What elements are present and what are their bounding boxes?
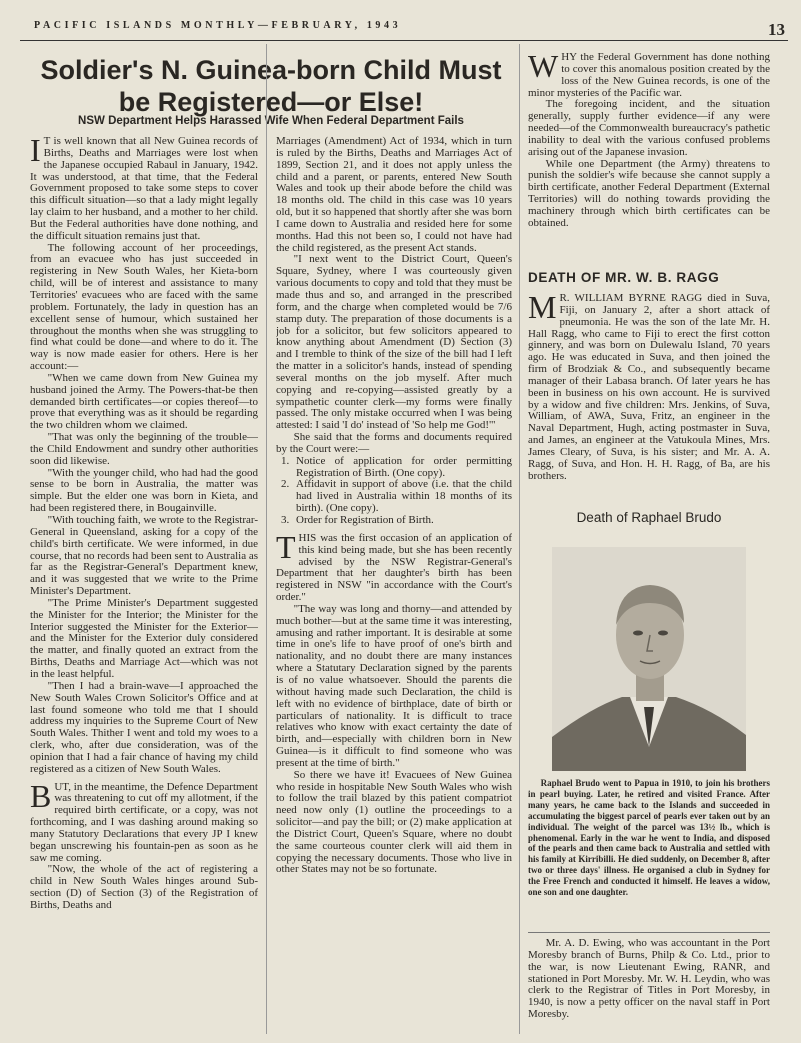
top-rule [20,40,788,41]
drop-cap: T [276,528,296,565]
running-head: PACIFIC ISLANDS MONTHLY—FEBRUARY, 1943 [34,20,402,31]
drop-cap: I [30,136,41,168]
drop-cap: W [528,52,559,84]
page-number: 13 [768,20,785,39]
column-divider [266,44,267,1034]
article-subhead: NSW Department Helps Harassed Wife When Federal Department Fails [78,115,464,127]
article-column-1 [30,136,258,1032]
paragraph: Mr. A. D. Ewing, who was accountant in the Port Moresby branch of Burns, Philp & Co. Ltd., prior to the war, is now Lieutenant Ewing, RANR, and stationed in Port Moresby. Mr. W. H. Leydin, who was clerk to the Registrar of Titles in Port Moresby, in 1940, is now a petty officer on the naval staff in Port Moresby. [528,938,770,1021]
obituary-ragg [528,293,770,503]
paragraph: Marriages (Amendment) Act of 1934, which in turn is ruled by the Births, Deaths and Marriages Act of 1899, Section 21, and it does not apply unless the child and a parent, or parents, entered New South Wales and took up their abode before the child was 18 months old. The child in this case was 10 years old, but it so happened that shortly after she was born I came down to Australia and resided here for some months. Had this not been so, I could not have had the child registered, as the present Act stands. [276,136,512,254]
documents-list [276,456,512,527]
drop-cap: M [528,293,557,325]
list-item: 2. Affidavit in support of above (i.e. that the child had lived in Australia within 18 months of its birth). (One copy). [292,479,512,515]
paragraph: She said that the forms and documents required by the Court were:— [276,431,512,455]
paragraph: "The way was long and thorny—and attended by much bother—but at the same time it was interesting, amusing and rather important. It is desirable at some time in one's life to have proof of one's birth and nationality, and no doubt there are many instances where a Statutary Declaration signed by the parents is of no value whatsoever. Should the parents die without having made such Declaration, the child is left with no evidence of birthplace, date of birth or particulars of nationality. It is difficult to trace relatives who know with exact certainty the date of birth, and—especially with children born in New Guinea—is it difficult to find someone who was present at the time of birth." [276,602,512,769]
paragraph: THIS was the first occasion of an application of this kind being made, but she has been recently advised by the NSW Registrar-General's Department that her daughter's birth has been registered in NSW "in accordance with the Court's order." [276,528,512,604]
paragraph: "Now, the whole of the act of registering a child in New South Wales hinges around Sub-section (D) of Section (3) of the Registration of Births, Deaths and [30,863,258,911]
photo-caption: Raphael Brudo went to Papua in 1910, to join his brothers in pearl buying. Later, he retired and visited France. After many years, he came back to the Islands and succeeded in accumulating the biggest parcel of pearls ever taken out by an individual. The weight of the parcel was 13½ lb., which is phenomenal. Early in the war he went to India, and disposed of the pearls and then came back to Australia and settled with his family at Kirribilli. He died suddenly, on December 8, after two or three days' illness. He organised a club in Sydney for the Free French and conducted it himself. He leaves a widow, one son and one daughter. [528,778,770,898]
ewing-item [528,938,770,1034]
headline-line-1: Soldier's N. Guinea-born Child Must [40,55,502,85]
paragraph: BUT, in the meantime, the Defence Department was threatening to cut off my allotment, if the required birth certificate, or a copy, was not forthcoming, and I was dashing around making so many Statutory Declarations that every JP I knew began unscrewing his fountain-pen as soon as he saw me coming. [30,777,258,864]
paragraph: "I next went to the District Court, Queen's Square, Sydney, where I was courteously given various documents to copy and told that they must be made thus and so, and arranged in the prescribed form, and the charge when completed would be 7/6 stamp duty. The preparation of those documents is a job for a solicitor, but few solicitors appeared to know anything about Amendment (D) Section (3) and I tremble to think of the size of the bill had I left the matter in a solicitor's hands, instead of spending several months on the job myself. After much copying and re-copying—assisted greatly by a sympathetic counter clerk—my forms were finally passed. The only mistake occurred when I was being attested: I said 'I do' instead of 'So help me God!'" [276,253,512,432]
paragraph: "That was only the beginning of the trouble—the Child Endowment and sundry other authorities soon did likewise. [30,431,258,467]
paragraph: The foregoing incident, and the situation generally, supply further evidence—if any were needed—of the Commonwealth bureaucracy's pathetic inability to deal with the various confused problems arising out of the Japanese invasion. [528,98,770,158]
paragraph: "Then I had a brain-wave—I approached the New South Wales Crown Solicitor's Office and at last found someone who told me that I should address my inquiries to the Supreme Court of New South Wales. Thither I went and told my woes to a clerk, who, after due consideration, was of the opinion that I had a fair chance of having my child registered as a citizen of New South Wales. [30,679,258,775]
article-headline [30,54,512,118]
paragraph: M R. WILLIAM BYRNE RAGG died in Suva, Fiji, on January 2, after a short attack of pneumonia. He was the son of the late Mr. H. Hall Ragg, who came to Fiji to erect the first cotton ginnery, and was born on Dulewalu Island, 70 years ago. He was educated in Suva, and then joined the firm of Brodziak & Co., and subsequently became manager of their Labasa branch. Of later years he has been in business on his own account. He is survived by a widow and five children: Mrs. Jenkins, of Suva, William, of AWA, Suva, Fritz, an engineer in the Naval Department, Hugh, acting postmaster in Suva, and James, an engineer at the Vatukoula Mines, Mrs. James Cleary, of Suva, is his sister; and Mr. A. A. Ragg, of Suva, and Hon. H. H. Ragg, of Ba, are his brothers. [528,293,770,482]
list-item: 1. Notice of application for order permitting Registration of Birth. (One copy). [292,456,512,480]
paragraph: "When we came down from New Guinea my husband joined the Army. The Powers-that-be then demanded birth certificates—or copies thereof—to prove that everything was as it should be regarding the two children whom we claimed. [30,371,258,432]
drop-cap: B [30,777,52,814]
section-rule [528,932,770,933]
article-column-2 [276,136,512,1032]
paragraph: "The Prime Minister's Department suggested the Minister for the Interior; the Minister for the Interior suggested the Minister for the Exterior—and the Minister for the Exterior duly considered the matter, and finally quoted an extract from the Births, Deaths and Marriage Act—which was not in the least helpful. [30,596,258,680]
paragraph: While one Department (the Army) threatens to punish the soldier's wife because she cannot supply a birth certificate, another Federal Department (External Territories) will do nothing towards providing the machinery through which birth certificates can be obtained. [528,157,770,229]
paragraph: WHY the Federal Government has done nothing to cover this anomalous position created by the loss of the New Guinea records, is one of the minor mysteries of the Pacific war. [528,52,770,99]
paragraph: So there we have it! Evacuees of New Guinea who reside in hospitable New South Wales who wish to follow the trail blazed by this patient compatriot need now only (1) outline the proceedings to a solicitor—and pay the bill; or (2) make application at the District Court, Queen's Square, where no doubt the same courteous counter clerk will aid them in copying the necessary documents. Those who live in other States may not be so fortunate. [276,768,512,876]
paragraph: "With the younger child, who had had the good sense to be born in Australia, the matter was simple. But the elder one was born in Kieta, and had been registered there, in Bougainville. [30,466,258,515]
list-item: 3. Order for Registration of Birth. [292,515,512,527]
obituary-heading: DEATH OF MR. W. B. RAGG [528,270,720,285]
portrait-photo-icon [552,547,746,771]
paragraph: I T is well known that all New Guinea records of Births, Deaths and Marriages were lost when the Japanese occupied Rabaul in January, 1942. It was understood, at that time, that the Federal Government proposed to take some steps to cover this difficult situation—so that a lady might legally lay claim to her husband, and a mother to her child. But the Federal authorities have done nothing, and the difficult situation remains just that. [30,136,258,242]
photo-title: Death of Raphael Brudo [576,510,722,525]
article-column-3 [528,52,770,262]
headline-line-2: be Registered—or Else! [118,87,424,117]
paragraph: The following account of her proceedings, from an evacuee who has just succeeded in registering in New South Wales, her Kieta-born child, will be of interest and assistance to many Territories' evacuees who are faced with the same problem. Fortunately, the lady in question has an excellent sense of humour, which sustained her throughout the months when she was struggling to find what could be done—and where to do it. The way is now made easier for others. Here is her account:— [30,241,258,373]
column-divider [519,44,520,1034]
paragraph: "With touching faith, we wrote to the Registrar-General in Queensland, asking for a copy of the child's birth certificate. We were informed, in due course, that no records had been sent to Australia as far as the Registrar-General's Department knew, and it was suggested that we write to the Prime Minister's Department. [30,514,258,598]
